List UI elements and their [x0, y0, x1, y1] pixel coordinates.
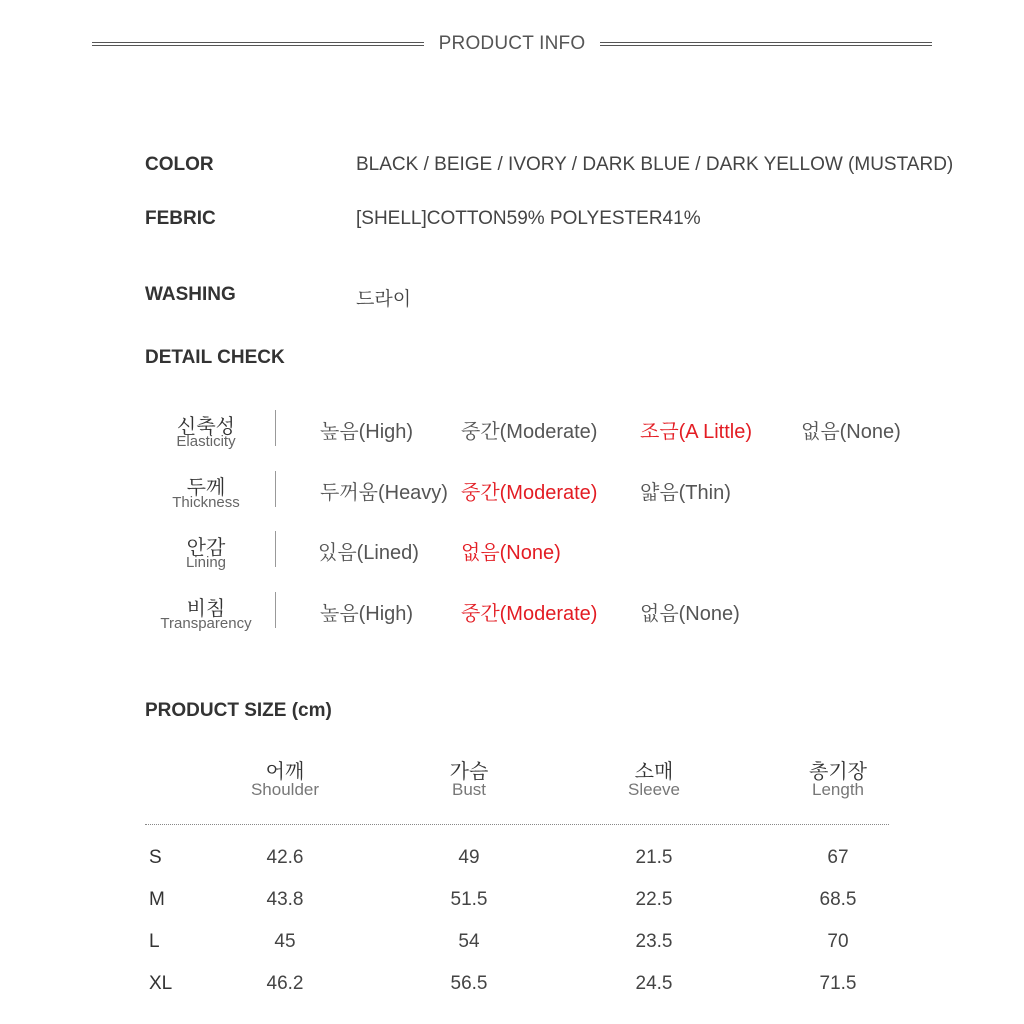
size-value: 70 [827, 931, 849, 952]
detail-row-elasticity [0, 410, 1024, 460]
detail-check-title: DETAIL CHECK [145, 347, 285, 368]
size-column-header-ko: 어깨 [265, 761, 305, 783]
product-size-title: PRODUCT SIZE (cm) [145, 700, 332, 721]
size-value: 23.5 [635, 931, 673, 952]
size-label: XL [149, 973, 173, 994]
size-value: 49 [458, 847, 480, 868]
detail-label-en: Lining [185, 554, 227, 571]
size-value: 46.2 [266, 973, 304, 994]
fabric-value: [SHELL]COTTON59% POLYESTER41% [356, 208, 701, 229]
detail-option-selected: 중간(Moderate) [461, 603, 598, 625]
detail-label-en: Transparency [160, 615, 252, 632]
detail-separator [275, 471, 276, 507]
detail-option: 높음(High) [320, 421, 414, 443]
detail-row-thickness [0, 471, 1024, 521]
size-column-header-en: Sleeve [628, 780, 680, 799]
size-column-header-ko: 총기장 [809, 761, 867, 783]
detail-label-ko: 신축성 [177, 416, 235, 438]
size-row [0, 973, 1024, 1003]
detail-option: 높음(High) [320, 603, 414, 625]
header-rule-left [92, 42, 424, 46]
detail-option-selected: 중간(Moderate) [461, 482, 598, 504]
size-label: S [149, 847, 162, 868]
detail-row-transparency [0, 592, 1024, 642]
size-value: 54 [458, 931, 480, 952]
size-value: 67 [827, 847, 849, 868]
detail-row-lining [0, 531, 1024, 581]
size-column-header-en: Shoulder [250, 780, 320, 799]
washing-label: WASHING [145, 284, 236, 305]
size-value: 42.6 [266, 847, 304, 868]
detail-option: 중간(Moderate) [461, 421, 598, 443]
size-column-header-en: Length [812, 780, 864, 799]
detail-option-selected: 없음(None) [461, 542, 561, 564]
detail-option: 얇음(Thin) [640, 482, 731, 504]
size-label: M [149, 889, 165, 910]
detail-separator [275, 531, 276, 567]
size-row [0, 889, 1024, 919]
detail-separator [275, 410, 276, 446]
detail-option: 없음(None) [801, 421, 901, 443]
size-value: 45 [274, 931, 296, 952]
size-value: 68.5 [819, 889, 857, 910]
size-column-header-ko: 소매 [634, 761, 674, 783]
size-value: 24.5 [635, 973, 673, 994]
detail-option: 두꺼움(Heavy) [320, 482, 448, 504]
detail-option: 없음(None) [640, 603, 740, 625]
detail-option: 있음(Lined) [318, 542, 419, 564]
size-value: 43.8 [266, 889, 304, 910]
size-label: L [149, 931, 160, 952]
size-value: 22.5 [635, 889, 673, 910]
detail-label-ko: 안감 [186, 537, 226, 559]
detail-label-en: Elasticity [176, 433, 236, 450]
color-value: BLACK / BEIGE / IVORY / DARK BLUE / DARK YELLOW (MUSTARD) [356, 154, 954, 175]
size-value: 51.5 [450, 889, 488, 910]
size-column-header-en: Bust [451, 780, 487, 799]
header-rule-right [600, 42, 932, 46]
size-value: 71.5 [819, 973, 857, 994]
size-value: 56.5 [450, 973, 488, 994]
fabric-label: FEBRIC [145, 208, 216, 229]
size-value: 21.5 [635, 847, 673, 868]
detail-label-ko: 비침 [186, 598, 226, 620]
washing-value: 드라이 [356, 289, 412, 310]
detail-label-ko: 두께 [186, 477, 226, 499]
size-column-header-ko: 가슴 [449, 761, 489, 783]
detail-separator [275, 592, 276, 628]
detail-label-en: Thickness [172, 494, 240, 511]
page-title: PRODUCT INFO [438, 33, 586, 54]
size-table-divider [145, 824, 889, 825]
size-row [0, 847, 1024, 877]
detail-option-selected: 조금(A Little) [640, 421, 752, 443]
color-label: COLOR [145, 154, 214, 175]
size-row [0, 931, 1024, 961]
